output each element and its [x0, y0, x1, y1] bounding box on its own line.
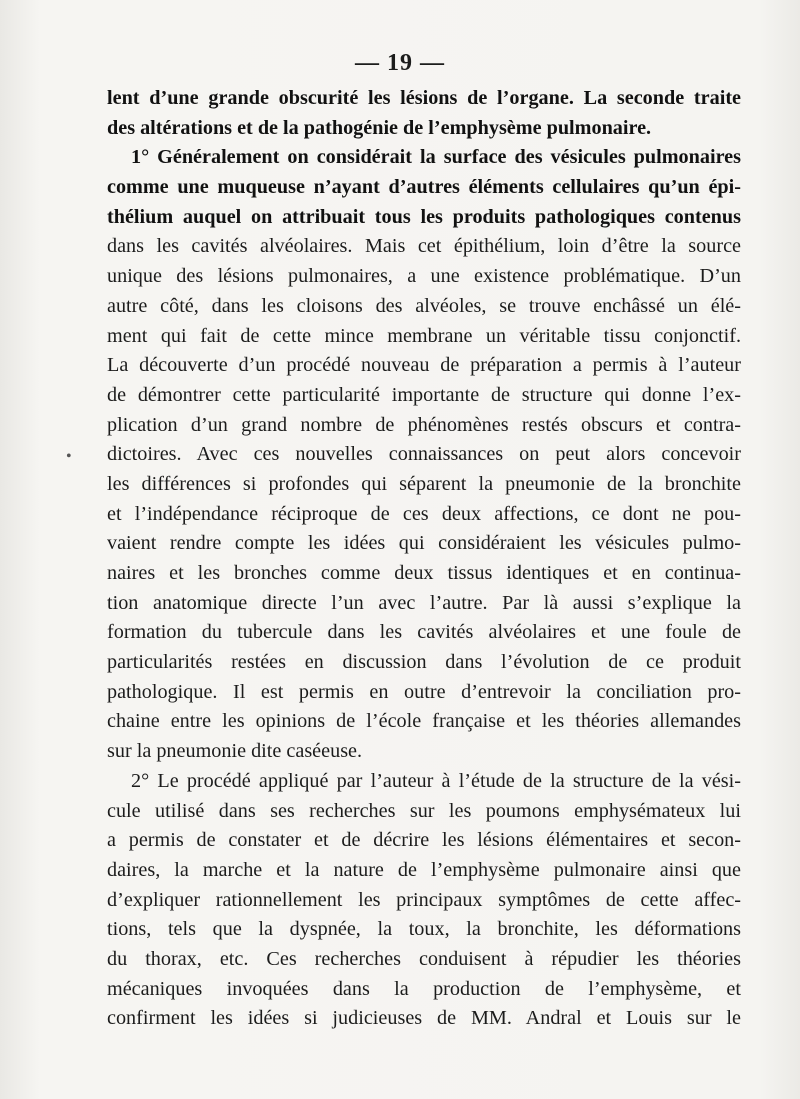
- body-text: [107, 84, 741, 1034]
- text-line-11: de démontrer cette particularité importante de structure qui donne l’ex-: [107, 383, 741, 406]
- text-line-5: thélium auquel on attribuait tous les produits pathologiques contenus: [107, 205, 741, 228]
- text-line-1: lent d’une grande obscurité les lésions de l’organe. La seconde traite: [107, 87, 741, 109]
- page-number: — 19 —: [355, 50, 445, 76]
- text-line-25: cule utilisé dans ses recherches sur les poumons emphysémateux lui: [107, 799, 741, 822]
- text-line-17: naires et les bronches comme deux tissus identiques et en continua-: [107, 562, 741, 584]
- text-line-18: tion anatomique directe l’un avec l’autre. Par là aussi s’explique la: [107, 591, 741, 614]
- text-line-22: chaine entre les opinions de l’école française et les théories allemandes: [107, 710, 741, 733]
- text-line-15: et l’indépendance réciproque de ces deux affections, ce dont ne pou-: [107, 502, 741, 525]
- text-line-23: sur la pneumonie dite caséeuse.: [107, 740, 363, 763]
- text-line-2: des altérations et de la pathogénie de l’emphysème pulmonaire.: [107, 116, 652, 139]
- text-line-12: plication d’un grand nombre de phénomènes restés obscurs et contra-: [107, 413, 741, 436]
- text-line-8: autre côté, dans les cloisons des alvéoles, se trouve enchâssé un élé-: [107, 294, 741, 317]
- text-line-28: d’expliquer rationnellement les principaux symptômes de cette affec-: [107, 888, 741, 911]
- text-line-9: ment qui fait de cette mince membrane un véritable tissu conjonctif.: [107, 324, 741, 347]
- text-line-21: pathologique. Il est permis en outre d’entrevoir la conciliation pro-: [107, 680, 741, 703]
- margin-dot: •: [66, 448, 72, 465]
- text-line-19: formation du tubercule dans les cavités alvéolaires et une foule de: [107, 621, 741, 644]
- text-line-6: dans les cavités alvéolaires. Mais cet épithélium, loin d’être la source: [107, 235, 741, 258]
- text-line-29: tions, tels que la dyspnée, la toux, la bronchite, les déformations: [107, 918, 741, 941]
- text-line-16: vaient rendre compte les idées qui considéraient les vésicules pulmo-: [107, 532, 741, 555]
- text-line-3: 1° Généralement on considérait la surface des vésicules pulmonaires: [131, 146, 741, 169]
- text-line-32: confirment les idées si judicieuses de MM. Andral et Louis sur le: [107, 1007, 741, 1030]
- text-line-7: unique des lésions pulmonaires, a une existence problématique. D’un: [107, 265, 741, 288]
- text-line-10: La découverte d’un procédé nouveau de préparation a permis à l’auteur: [107, 354, 741, 377]
- text-line-13: dictoires. Avec ces nouvelles connaissances on peut alors concevoir: [107, 443, 741, 466]
- text-line-4: comme une muqueuse n’ayant d’autres éléments cellulaires qu’un épi-: [107, 176, 741, 199]
- text-line-27: daires, la marche et la nature de l’emphysème pulmonaire ainsi que: [107, 858, 741, 881]
- text-line-30: du thorax, etc. Ces recherches conduisent à répudier les théories: [107, 947, 741, 970]
- text-line-20: particularités restées en discussion dans l’évolution de ce produit: [107, 651, 741, 674]
- text-line-31: mécaniques invoquées dans la production de l’emphysème, et: [107, 977, 741, 1000]
- text-line-26: a permis de constater et de décrire les lésions élémentaires et secon-: [107, 829, 741, 852]
- text-line-14: les différences si profondes qui séparent la pneumonie de la bronchite: [107, 472, 741, 495]
- text-line-24: 2° Le procédé appliqué par l’auteur à l’étude de la structure de la vési-: [131, 769, 741, 792]
